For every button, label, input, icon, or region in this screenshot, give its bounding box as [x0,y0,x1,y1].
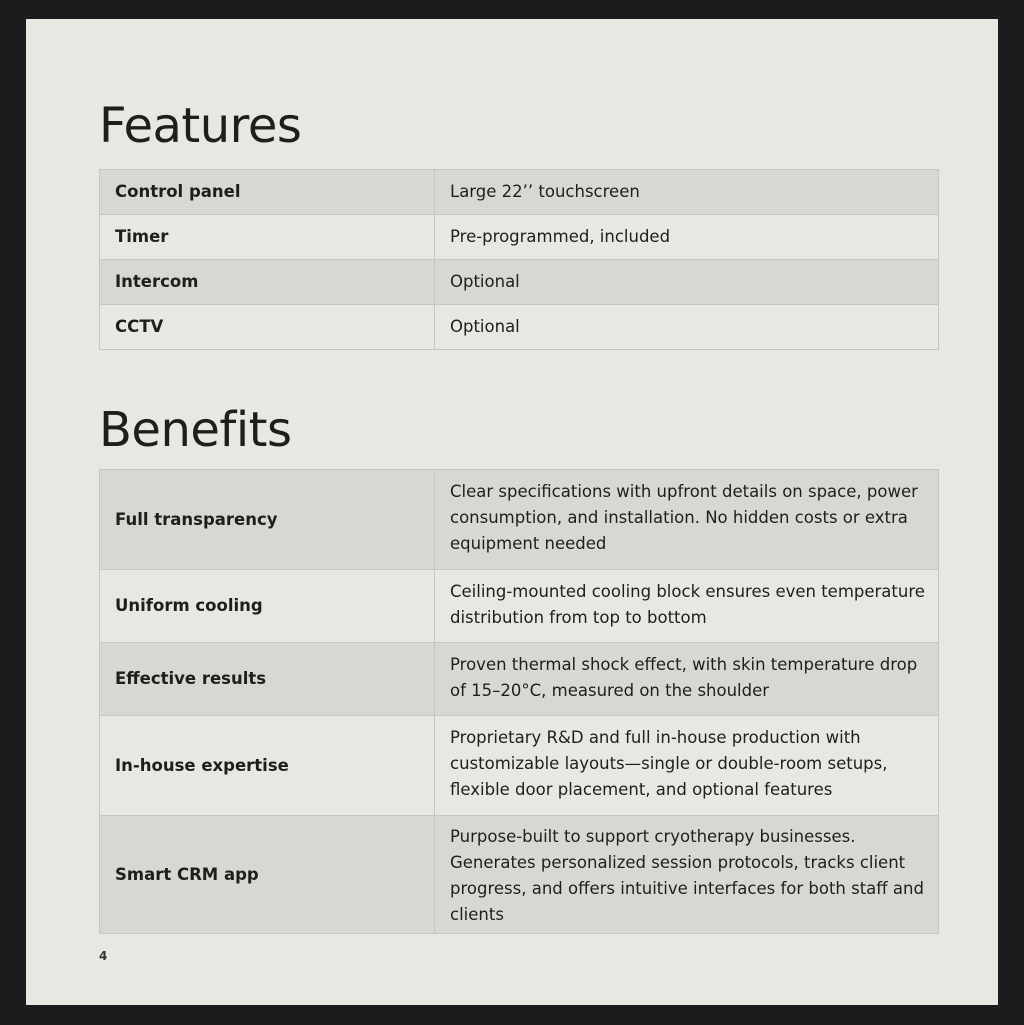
benefit-label: Smart CRM app [100,816,435,934]
table-row [100,170,939,215]
features-table [99,169,939,350]
benefit-value: Purpose-built to support cryotherapy businesses. Generates personalized session protocols, tracks client progress, and offers intuitive interfaces for both staff and clients [435,816,939,934]
document-page [26,19,998,1005]
benefit-label: Uniform cooling [100,570,435,643]
benefits-heading: Benefits [99,402,292,458]
table-row [100,470,939,570]
table-row [100,260,939,305]
benefit-label: In-house expertise [100,716,435,816]
features-heading: Features [99,98,302,154]
benefit-label: Full transparency [100,470,435,570]
table-row [100,716,939,816]
table-row [100,643,939,716]
feature-label: CCTV [100,305,435,350]
feature-value: Large 22’’ touchscreen [435,170,939,215]
benefits-table [99,469,939,934]
benefit-value: Clear specifications with upfront details on space, power consumption, and installation. No hidden costs or extra equipment needed [435,470,939,570]
benefit-label: Effective results [100,643,435,716]
table-row [100,570,939,643]
table-row [100,816,939,934]
page-number: 4 [99,949,108,963]
feature-value: Optional [435,260,939,305]
feature-value: Optional [435,305,939,350]
feature-label: Intercom [100,260,435,305]
table-row [100,305,939,350]
benefit-value: Ceiling-mounted cooling block ensures even temperature distribution from top to bottom [435,570,939,643]
table-row [100,215,939,260]
benefit-value: Proven thermal shock effect, with skin temperature drop of 15–20°C, measured on the shoulder [435,643,939,716]
benefit-value: Proprietary R&D and full in-house production with customizable layouts—single or double-room setups, flexible door placement, and optional features [435,716,939,816]
feature-label: Control panel [100,170,435,215]
feature-value: Pre-programmed, included [435,215,939,260]
feature-label: Timer [100,215,435,260]
